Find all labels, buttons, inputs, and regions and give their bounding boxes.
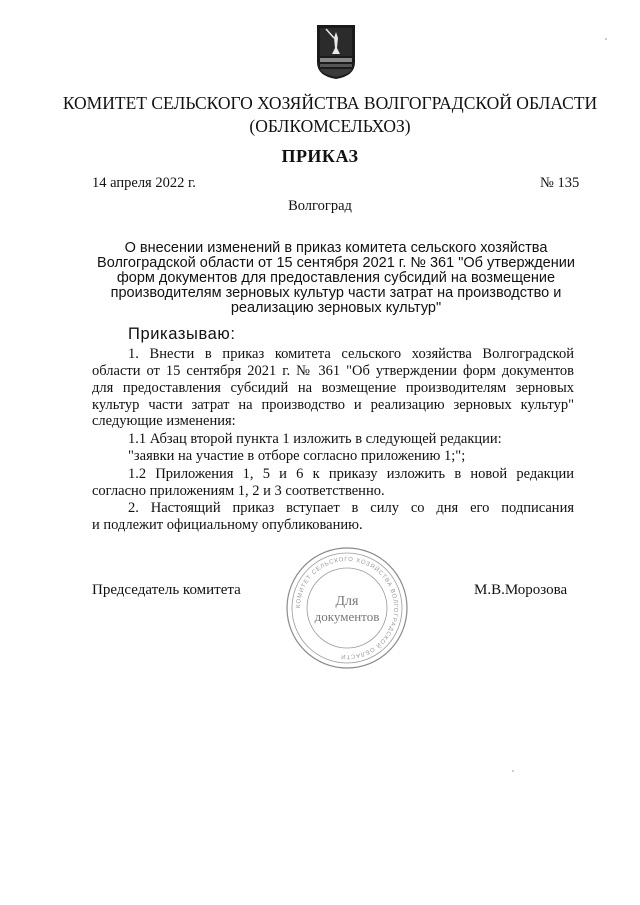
signatory-position: Председатель комитета bbox=[92, 582, 241, 598]
document-date: 14 апреля 2022 г. bbox=[92, 175, 196, 191]
signatory-name: М.В.Морозова bbox=[474, 582, 568, 598]
subject-line: форм документов для предоставления субсидий на возмещение bbox=[116, 270, 556, 286]
paragraph-2-line: и подлежит официальному опубликованию. bbox=[92, 517, 363, 533]
official-stamp-icon bbox=[284, 545, 410, 671]
paragraph-1-1-quote: "заявки на участие в отборе согласно приложению 1;"; bbox=[128, 448, 466, 464]
committee-name-line1: КОМИТЕТ СЕЛЬСКОГО ХОЗЯЙСТВА ВОЛГОГРАДСКОЙ ОБЛАСТИ bbox=[62, 93, 598, 113]
committee-name-line2: (ОБЛКОМСЕЛЬХОЗ) bbox=[249, 116, 411, 136]
subject-line: О внесении изменений в приказ комитета сельского хозяйства bbox=[124, 240, 548, 256]
paragraph-1-2-line: согласно приложениям 1, 2 и 3 соответственно. bbox=[92, 483, 385, 499]
subject-line: Волгоградской области от 15 сентября 2021 г. № 361 "Об утверждении bbox=[97, 255, 575, 271]
stamp-text-line1: Для bbox=[335, 594, 359, 609]
scan-speck bbox=[605, 38, 607, 40]
subject-line: реализацию зерновых культур" bbox=[230, 300, 442, 316]
scan-speck bbox=[512, 770, 514, 772]
paragraph-1-line: следующие изменения: bbox=[92, 413, 236, 429]
paragraph-1-1: 1.1 Абзац второй пункта 1 изложить в следующей редакции: bbox=[128, 431, 502, 447]
paragraph-1-line: области от 15 сентября 2021 г. № 361 "Об утверждении форм документов bbox=[92, 363, 574, 379]
paragraph-1-line: для предоставления субсидий на возмещение производителям зерновых bbox=[92, 380, 574, 396]
document-title: ПРИКАЗ bbox=[281, 146, 359, 166]
volgograd-emblem-icon bbox=[316, 24, 356, 80]
paragraph-1-line: культур части затрат на производство и реализацию зерновых культур" bbox=[92, 397, 574, 413]
stamp-text-line2: документов bbox=[314, 609, 380, 624]
paragraph-1-2-line: 1.2 Приложения 1, 5 и 6 к приказу изложить в новой редакции bbox=[128, 466, 574, 482]
subject-line: производителям зерновых культур части затрат на производство и bbox=[110, 285, 562, 301]
order-subject bbox=[92, 241, 580, 316]
paragraph-2-line: 2. Настоящий приказ вступает в силу со дня его подписания bbox=[128, 500, 574, 516]
document-city: Волгоград bbox=[288, 198, 352, 214]
stamp-ring-text: КОМИТЕТ СЕЛЬСКОГО ХОЗЯЙСТВА ВОЛГОГРАДСКОЙ ОБЛАСТИ bbox=[295, 556, 399, 660]
document-number: № 135 bbox=[540, 175, 580, 191]
order-word: Приказываю: bbox=[128, 325, 236, 343]
paragraph-1-line: 1. Внести в приказ комитета сельского хозяйства Волгоградской bbox=[128, 346, 574, 362]
